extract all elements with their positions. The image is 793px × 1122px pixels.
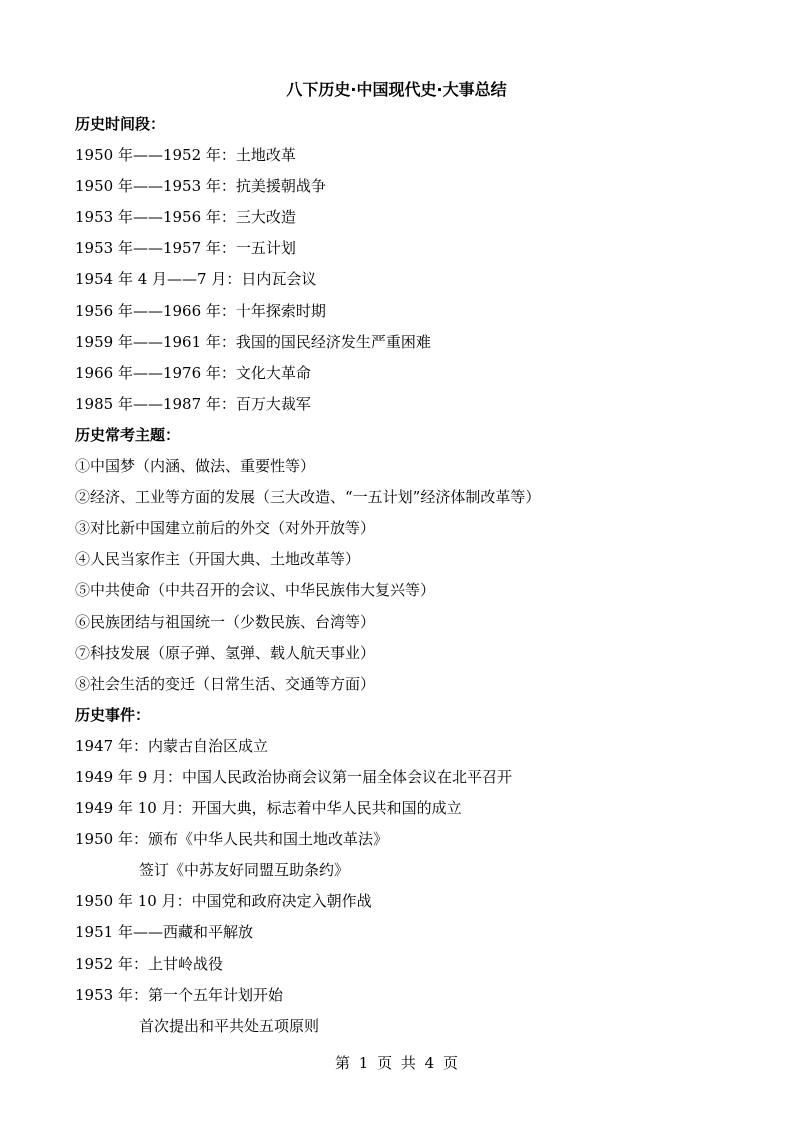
event-item: 1949 年 9 月：中国人民政治协商会议第一届全体会议在北平召开 bbox=[75, 767, 513, 786]
period-item: 1956 年——1966 年：十年探索时期 bbox=[75, 301, 326, 320]
event-item: 1950 年：颁布《中华人民共和国土地改革法》 bbox=[75, 830, 388, 849]
event-item: 1950 年 10 月：中国党和政府决定入朝作战 bbox=[75, 892, 372, 911]
period-item: 1953 年——1957 年：一五计划 bbox=[75, 239, 296, 258]
period-item: 1985 年——1987 年：百万大裁军 bbox=[75, 394, 311, 413]
section-heading-periods: 历史时间段： bbox=[75, 115, 166, 133]
theme-item: ⑤中共使命（中共召开的会议、中华民族伟大复兴等） bbox=[75, 581, 436, 600]
theme-item: ⑥民族团结与祖国统一（少数民族、台湾等） bbox=[75, 612, 376, 631]
page-footer: 第 1 页 共 4 页 bbox=[335, 1054, 458, 1072]
theme-item: ⑧社会生活的变迁（日常生活、交通等方面） bbox=[75, 674, 376, 693]
period-item: 1953 年——1956 年：三大改造 bbox=[75, 208, 296, 227]
event-item: 1952 年：上甘岭战役 bbox=[75, 954, 223, 973]
event-item: 1953 年：第一个五年计划开始 bbox=[75, 985, 283, 1004]
period-item: 1950 年——1953 年：抗美援朝战争 bbox=[75, 177, 326, 196]
event-item-continuation: 首次提出和平共处五项原则 bbox=[139, 1016, 320, 1035]
document-title: 八下历史·中国现代史·大事总结 bbox=[286, 80, 507, 99]
period-item: 1954 年 4 月——7 月：日内瓦会议 bbox=[75, 270, 317, 289]
period-item: 1959 年——1961 年：我国的国民经济发生严重困难 bbox=[75, 332, 431, 351]
document-body bbox=[75, 109, 765, 1042]
theme-item: ①中国梦（内涵、做法、重要性等） bbox=[75, 457, 316, 476]
event-item: 1947 年：内蒙古自治区成立 bbox=[75, 736, 268, 755]
event-item-continuation: 签订《中苏友好同盟互助条约》 bbox=[139, 861, 350, 880]
theme-item: ③对比新中国建立前后的外交（对外开放等） bbox=[75, 519, 376, 538]
event-item: 1949 年 10 月：开国大典，标志着中华人民共和国的成立 bbox=[75, 799, 462, 818]
section-heading-events: 历史事件： bbox=[75, 705, 151, 724]
theme-item: ②经济、工业等方面的发展（三大改造、“一五计划”经济体制改革等） bbox=[75, 488, 541, 507]
section-heading-themes: 历史常考主题： bbox=[75, 425, 181, 444]
theme-item: ⑦科技发展（原子弹、氢弹、载人航天事业） bbox=[75, 643, 376, 662]
event-item: 1951 年——西藏和平解放 bbox=[75, 923, 253, 942]
period-item: 1950 年——1952 年：土地改革 bbox=[75, 146, 296, 165]
theme-item: ④人民当家作主（开国大典、土地改革等） bbox=[75, 550, 361, 569]
period-item: 1966 年——1976 年：文化大革命 bbox=[75, 363, 311, 382]
